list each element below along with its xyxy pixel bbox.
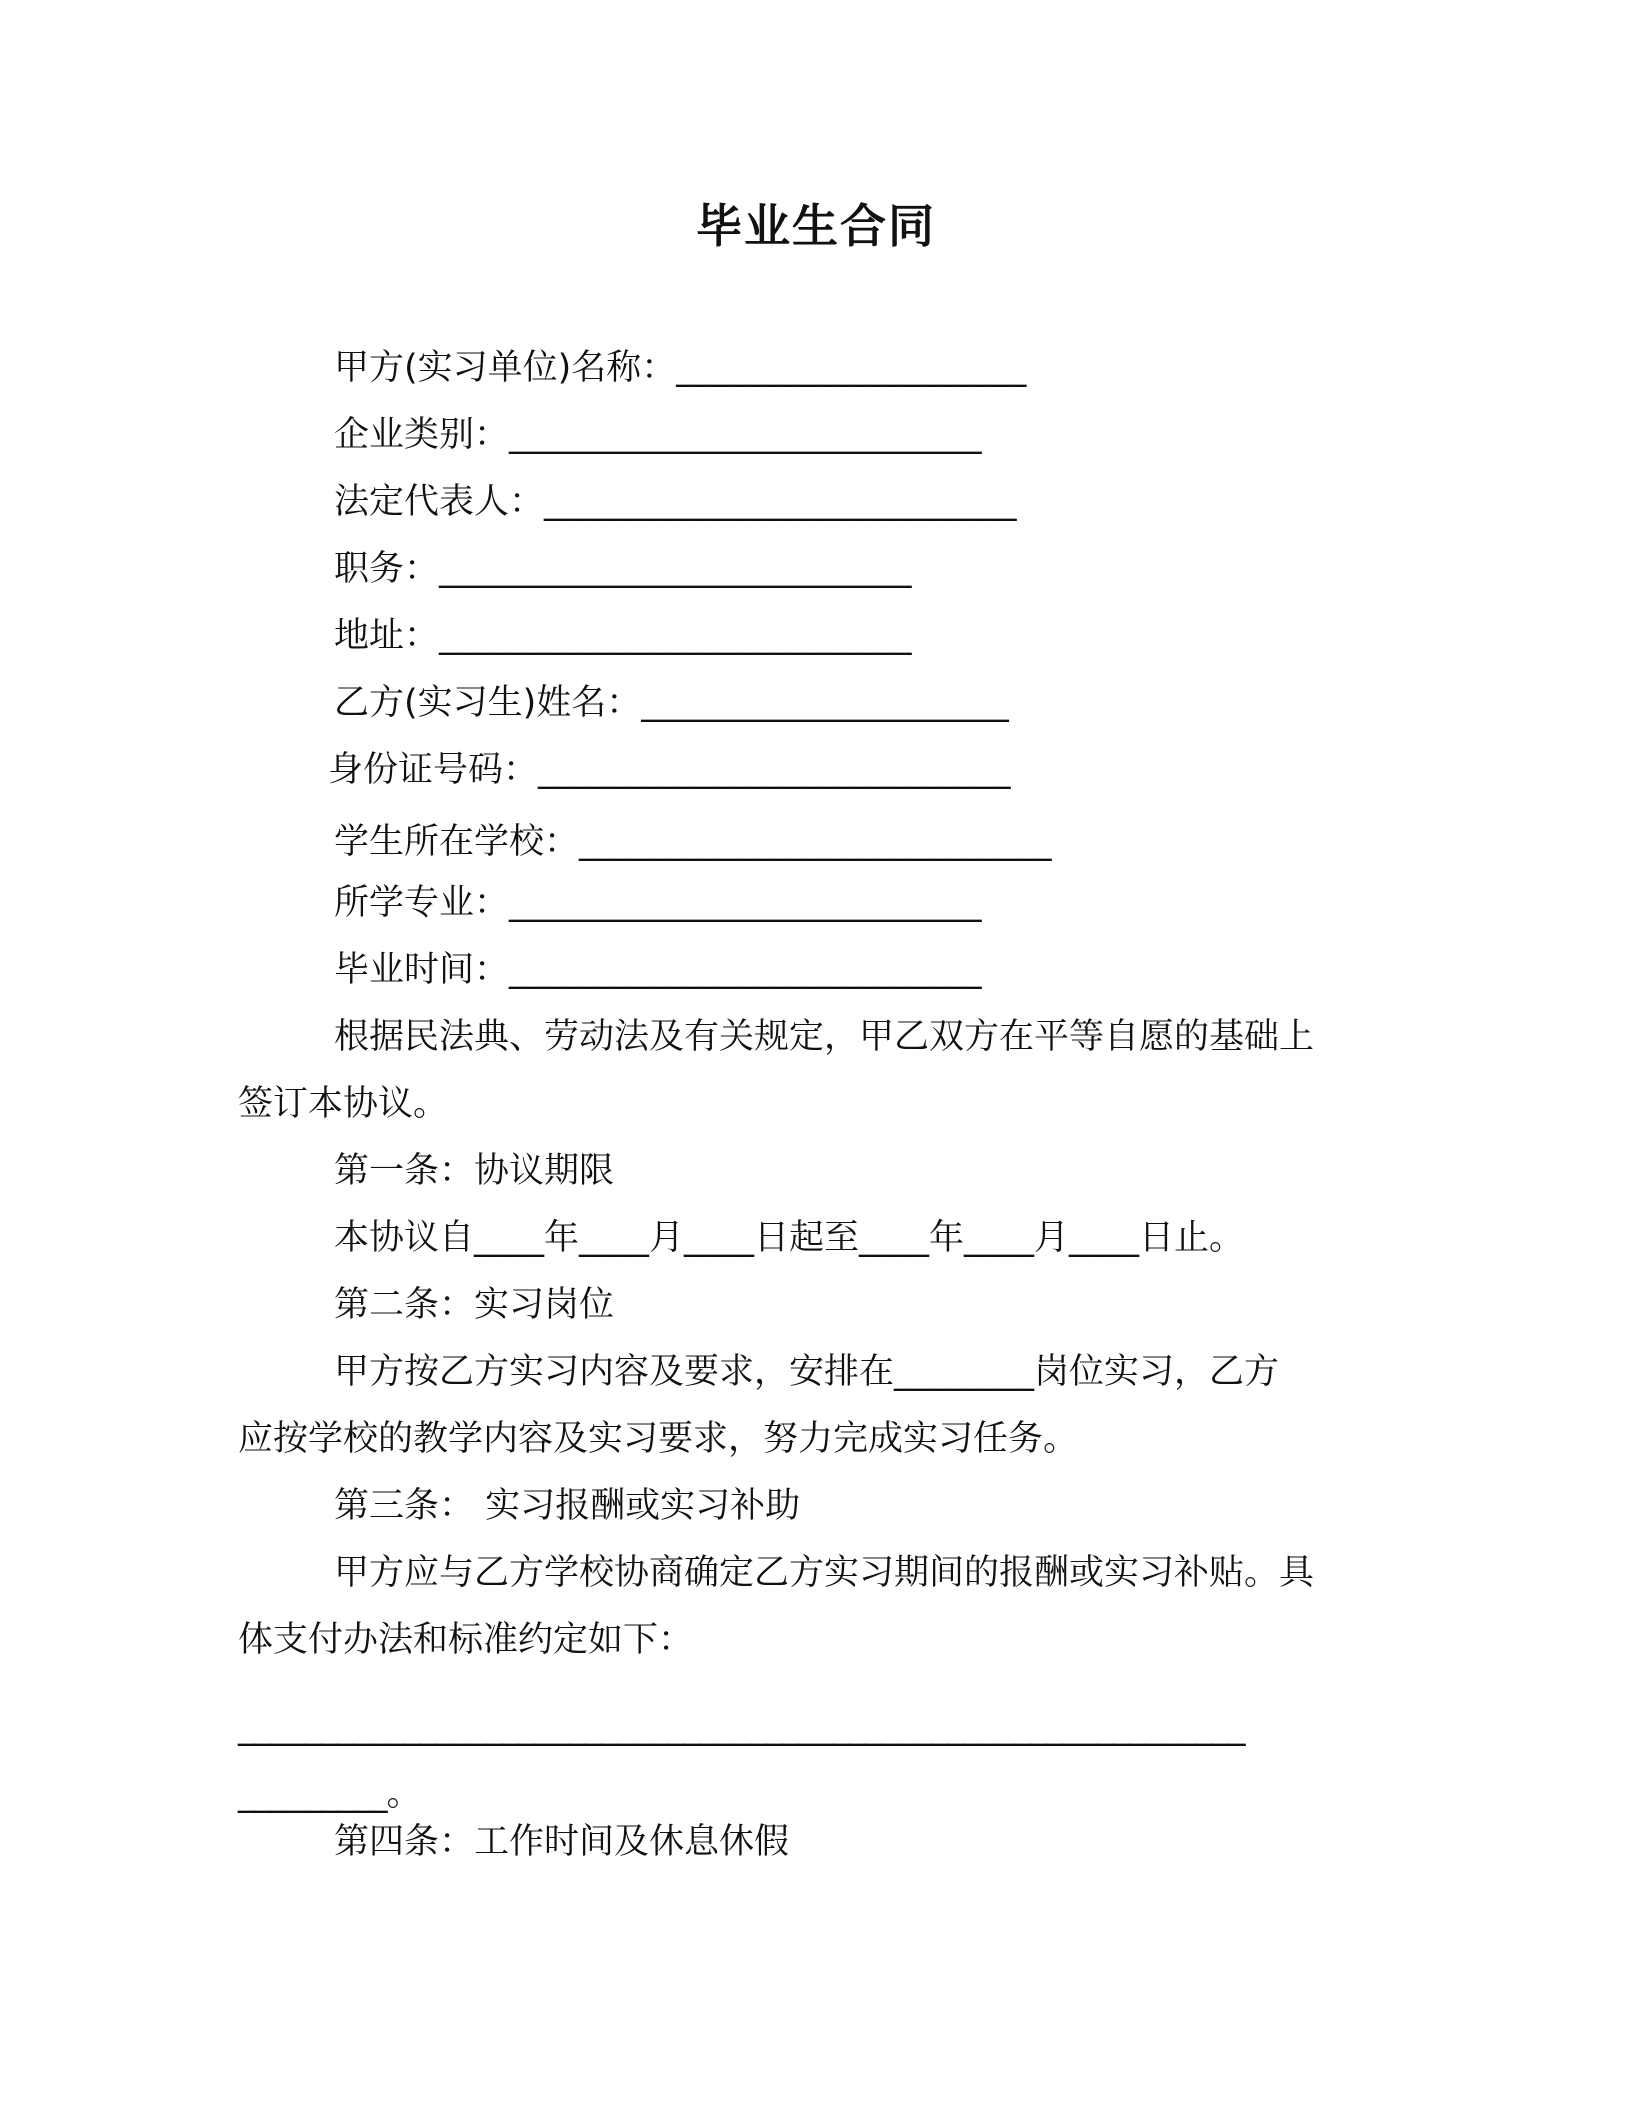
field-party-a-name: 甲方(实习单位)名称：____________________ [334, 348, 1027, 388]
field-enterprise-type: 企业类别：___________________________ [334, 415, 982, 455]
article2-line2: 应按学校的教学内容及实习要求，努力完成实习任务。 [238, 1419, 1079, 1459]
field-legal-representative: 法定代表人：___________________________ [334, 482, 1017, 522]
intro-paragraph-line1: 根据民法典、劳动法及有关规定，甲乙双方在平等自愿的基础上 [334, 1017, 1315, 1057]
document-title: 毕业生合同 [696, 199, 936, 253]
field-id-number: 身份证号码：___________________________ [328, 750, 1011, 790]
article3-blank-line: _____________________________________________________________ [238, 1707, 1245, 1747]
field-major: 所学专业：___________________________ [334, 883, 982, 923]
field-graduation-time: 毕业时间：___________________________ [334, 950, 982, 990]
article3-heading: 第三条： 实习报酬或实习补助 [334, 1486, 801, 1526]
article2-line1: 甲方按乙方实习内容及要求，安排在________岗位实习，乙方 [334, 1352, 1280, 1392]
intro-paragraph-line2: 签订本协议。 [238, 1084, 449, 1124]
article3-line2: 体支付办法和标准约定如下： [238, 1620, 694, 1660]
article1-heading: 第一条：协议期限 [334, 1151, 615, 1191]
article4-heading: 第四条：工作时间及休息休假 [334, 1822, 790, 1862]
article1-text: 本协议自____年____月____日起至____年____月____日止。 [334, 1218, 1245, 1258]
article3-line1: 甲方应与乙方学校协商确定乙方实习期间的报酬或实习补贴。具 [334, 1553, 1315, 1593]
field-party-b-name: 乙方(实习生)姓名：_____________________ [334, 683, 1009, 723]
field-position: 职务：___________________________ [334, 549, 912, 589]
article3-blank-end: _________。 [238, 1774, 421, 1814]
field-school: 学生所在学校：___________________________ [334, 822, 1052, 862]
field-address: 地址：___________________________ [334, 616, 912, 656]
article2-heading: 第二条：实习岗位 [334, 1285, 615, 1325]
